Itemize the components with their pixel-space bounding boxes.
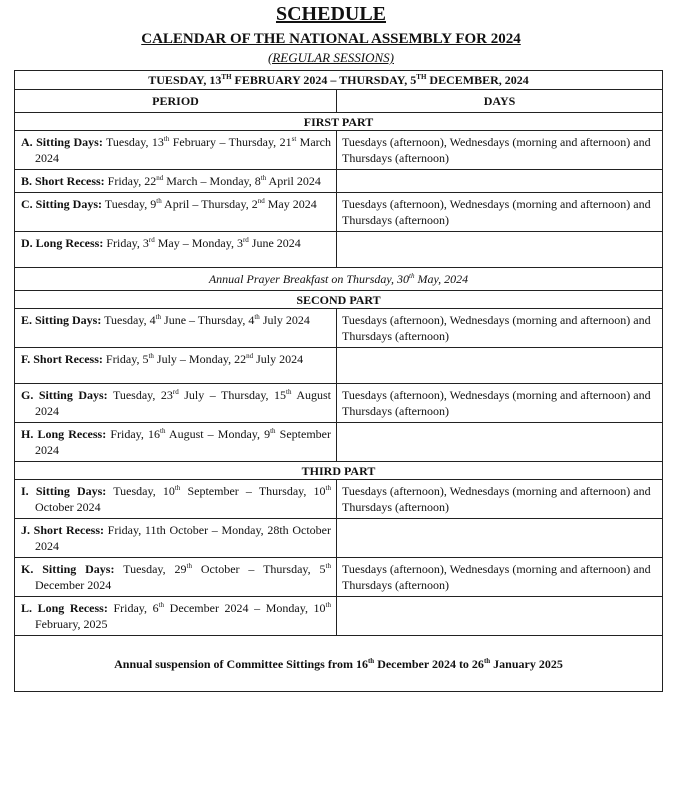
first-part-heading: FIRST PART	[15, 113, 663, 131]
table-row	[15, 309, 663, 348]
prayer-breakfast-row	[15, 268, 663, 291]
part-heading-row	[15, 291, 663, 309]
period-cell: F. Short Recess: Friday, 5th July – Monday, 22nd July 2024	[15, 348, 337, 384]
days-cell: Tuesdays (afternoon), Wednesdays (morning and afternoon) and Thursdays (afternoon)	[337, 193, 663, 232]
period-cell: D. Long Recess: Friday, 3rd May – Monday, 3rd June 2024	[15, 232, 337, 268]
days-cell-empty	[337, 232, 663, 268]
committee-suspension-note: Annual suspension of Committee Sittings from 16th December 2024 to 26th January 2025	[15, 636, 663, 692]
calendar-subtitle: CALENDAR OF THE NATIONAL ASSEMBLY FOR 2024	[141, 31, 521, 47]
period-cell: C. Sitting Days: Tuesday, 9th April – Thursday, 2nd May 2024	[15, 193, 337, 232]
period-cell: H. Long Recess: Friday, 16th August – Monday, 9th September 2024	[15, 423, 337, 462]
table-row	[15, 480, 663, 519]
period-cell: E. Sitting Days: Tuesday, 4th June – Thursday, 4th July 2024	[15, 309, 337, 348]
second-part-heading: SECOND PART	[15, 291, 663, 309]
column-header-row	[15, 90, 663, 113]
days-cell: Tuesdays (afternoon), Wednesdays (morning and afternoon) and Thursdays (afternoon)	[337, 309, 663, 348]
part-heading-row	[15, 462, 663, 480]
prayer-breakfast-note: Annual Prayer Breakfast on Thursday, 30th May, 2024	[15, 268, 663, 291]
period-cell: G. Sitting Days: Tuesday, 23rd July – Thursday, 15th August 2024	[15, 384, 337, 423]
table-row	[15, 170, 663, 193]
table-row	[15, 348, 663, 384]
period-cell: B. Short Recess: Friday, 22nd March – Monday, 8th April 2024	[15, 170, 337, 193]
table-row	[15, 519, 663, 558]
days-header: DAYS	[337, 90, 663, 113]
period-cell: A. Sitting Days: Tuesday, 13th February – Thursday, 21st March 2024	[15, 131, 337, 170]
period-cell: L. Long Recess: Friday, 6th December 2024 – Monday, 10th February, 2025	[15, 597, 337, 636]
days-cell: Tuesdays (afternoon), Wednesdays (morning and afternoon) and Thursdays (afternoon)	[337, 384, 663, 423]
table-row	[15, 423, 663, 462]
days-cell-empty	[337, 423, 663, 462]
period-cell: I. Sitting Days: Tuesday, 10th September – Thursday, 10th October 2024	[15, 480, 337, 519]
period-header: PERIOD	[15, 90, 337, 113]
period-cell: K. Sitting Days: Tuesday, 29th October – Thursday, 5th December 2024	[15, 558, 337, 597]
table-row	[15, 193, 663, 232]
committee-suspension-row	[15, 636, 663, 692]
table-row	[15, 597, 663, 636]
table-row	[15, 232, 663, 268]
days-cell-empty	[337, 519, 663, 558]
days-cell-empty	[337, 597, 663, 636]
third-part-heading: THIRD PART	[15, 462, 663, 480]
days-cell-empty	[337, 348, 663, 384]
days-cell: Tuesdays (afternoon), Wednesdays (morning and afternoon) and Thursdays (afternoon)	[337, 480, 663, 519]
page-title: SCHEDULE	[275, 3, 387, 25]
table-row	[15, 131, 663, 170]
part-heading-row	[15, 113, 663, 131]
days-cell-empty	[337, 170, 663, 193]
period-cell: J. Short Recess: Friday, 11th October – Monday, 28th October 2024	[15, 519, 337, 558]
days-cell: Tuesdays (afternoon), Wednesdays (morning and afternoon) and Thursdays (afternoon)	[337, 558, 663, 597]
table-row	[15, 558, 663, 597]
days-cell: Tuesdays (afternoon), Wednesdays (morning and afternoon) and Thursdays (afternoon)	[337, 131, 663, 170]
date-range-cell: TUESDAY, 13TH FEBRUARY 2024 – THURSDAY, 5TH DECEMBER, 2024	[15, 71, 663, 90]
schedule-table	[14, 70, 663, 692]
date-range-row	[15, 71, 663, 90]
table-row	[15, 384, 663, 423]
sessions-note: (REGULAR SESSIONS)	[267, 50, 394, 65]
